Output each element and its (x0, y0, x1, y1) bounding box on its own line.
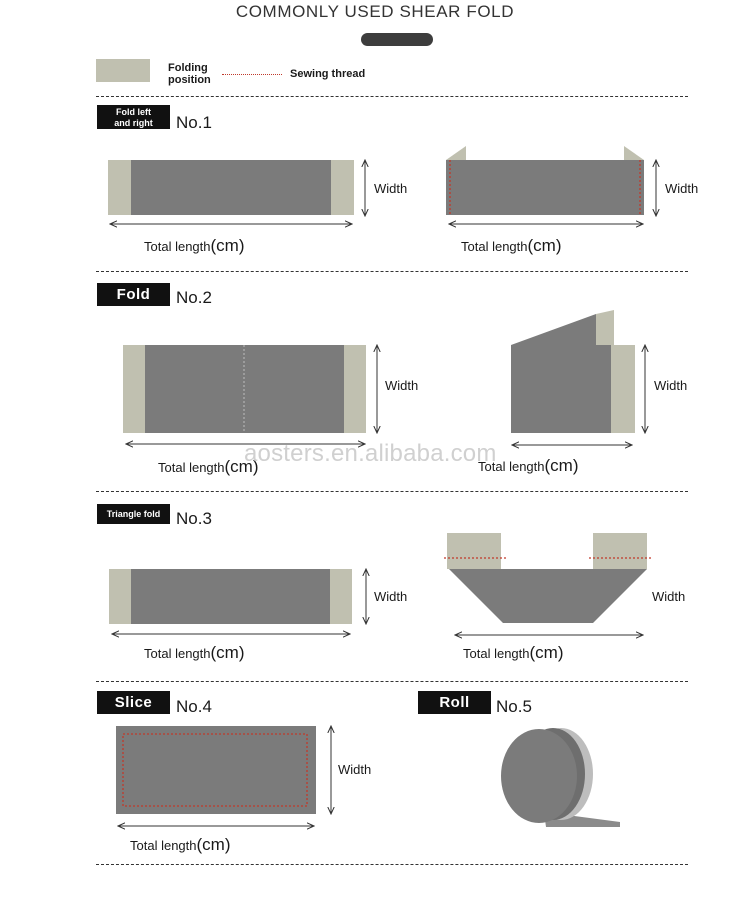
tag-fold: Fold (97, 283, 170, 306)
tag-triangle-fold: Triangle fold (97, 504, 170, 524)
width-label: Width (652, 589, 686, 604)
width-label: Width (338, 762, 372, 777)
total-length-text: Total length (130, 838, 197, 853)
unit-text: (cm) (210, 236, 245, 255)
triangle-fold-folded-figure (444, 533, 651, 635)
tag-roll: Roll (418, 691, 491, 714)
total-length-text: Total length (463, 646, 530, 661)
folding-label-line1: Folding (168, 62, 208, 74)
total-length-label (461, 236, 561, 256)
total-length-text: Total length (144, 646, 211, 661)
fold-left-right-sewn-figure (446, 146, 656, 224)
unit-text: (cm) (196, 835, 231, 854)
section-number-2: No.2 (176, 288, 212, 307)
fold-left-right-flat-figure (108, 160, 365, 224)
section-number-4: No.4 (176, 697, 212, 716)
unit-text: (cm) (544, 456, 579, 475)
total-length-label (144, 236, 244, 256)
triangle-fold-flat-figure (109, 569, 366, 634)
unit-text: (cm) (210, 643, 245, 662)
tag-line1: Fold left (116, 107, 151, 117)
width-label: Width (665, 181, 699, 196)
total-length-label (130, 835, 230, 855)
total-length-label (463, 643, 563, 663)
total-length-text: Total length (461, 239, 528, 254)
section-number-5: No.5 (496, 697, 532, 716)
unit-text: (cm) (224, 457, 259, 476)
unit-text: (cm) (529, 643, 564, 662)
folding-label-line2: position (168, 74, 211, 86)
fold-folded-figure (511, 310, 645, 445)
width-label: Width (374, 589, 408, 604)
slice-figure (116, 726, 331, 826)
section-number-1: No.1 (176, 113, 212, 132)
fold-flat-figure (123, 345, 377, 444)
total-length-label (144, 643, 244, 663)
tag-slice: Slice (97, 691, 170, 714)
total-length-text: Total length (144, 239, 211, 254)
roll-figure (501, 728, 620, 827)
width-label: Width (654, 378, 688, 393)
total-length-text: Total length (158, 460, 225, 475)
page-title: COMMONLY USED SHEAR FOLD (235, 2, 515, 21)
width-label: Width (385, 378, 419, 393)
tag-line2: and right (114, 118, 153, 128)
watermark: aosters.en.alibaba.com (244, 440, 497, 467)
sewing-thread-label: Sewing thread (290, 68, 366, 80)
section-number-3: No.3 (176, 509, 212, 528)
total-length-text: Total length (478, 459, 545, 474)
unit-text: (cm) (527, 236, 562, 255)
width-label: Width (374, 181, 408, 196)
